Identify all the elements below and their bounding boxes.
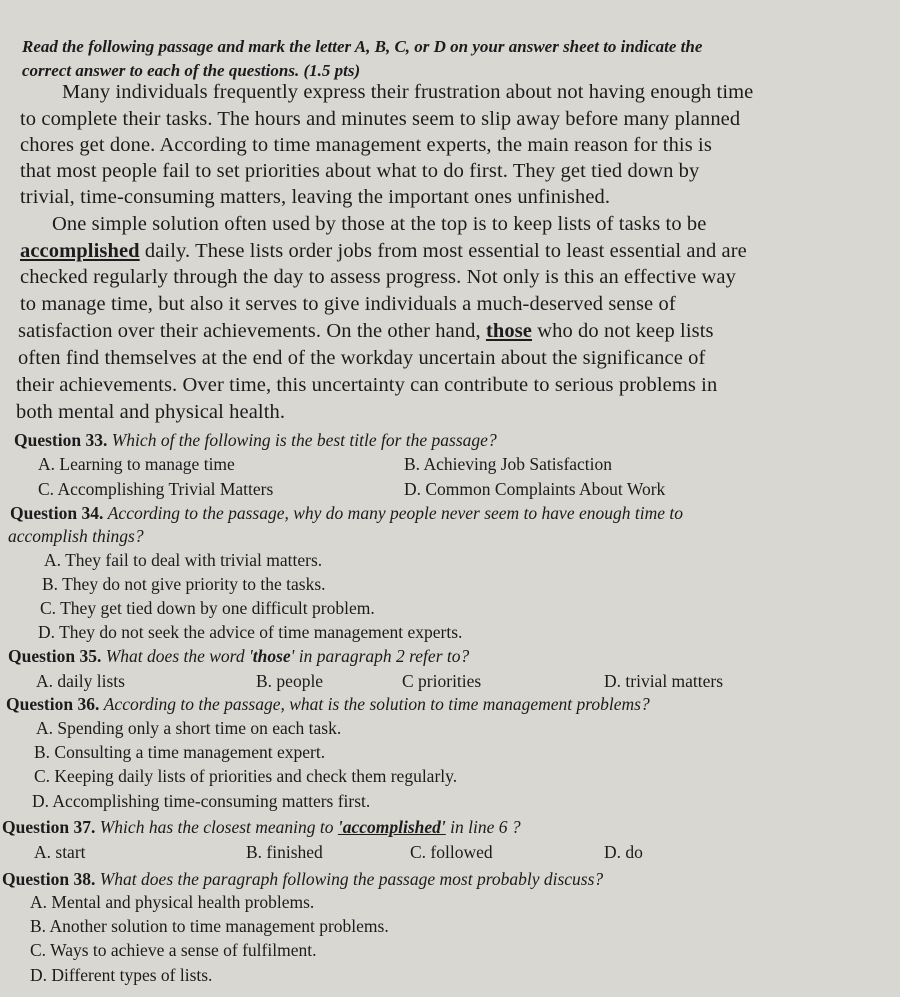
question-37: Question 37. Which has the closest meaning to 'accomplished' in line 6 ? — [2, 817, 521, 837]
passage-p2-line-3: checked regularly through the day to assess progress. Not only is this an effective way — [20, 266, 736, 288]
q38-option-d[interactable]: D. Different types of lists. — [30, 965, 213, 985]
instructions-line-1: Read the following passage and mark the letter A, B, C, or D on your answer sheet to indicate the — [22, 37, 703, 56]
q36-option-a[interactable]: A. Spending only a short time on each task. — [36, 718, 342, 738]
passage-p1-line-3: chores get done. According to time management experts, the main reason for this is — [20, 134, 712, 156]
q38-option-c[interactable]: C. Ways to achieve a sense of fulfilment. — [30, 940, 317, 960]
q37-option-b[interactable]: B. finished — [246, 842, 323, 862]
underlined-word-those: those — [485, 320, 532, 342]
passage-p2-line-5: satisfaction over their achievements. On the other hand, those who do not keep lists — [18, 320, 714, 342]
q34-option-d[interactable]: D. They do not seek the advice of time management experts. — [38, 622, 463, 642]
q34-option-a[interactable]: A. They fail to deal with trivial matters. — [44, 550, 323, 570]
passage-p2-line-7: their achievements. Over time, this uncertainty can contribute to serious problems in — [16, 374, 718, 396]
q36-option-b[interactable]: B. Consulting a time management expert. — [34, 742, 326, 762]
passage-p1-line-5: trivial, time-consuming matters, leaving the important ones unfinished. — [20, 186, 611, 208]
passage-p1-line-1: Many individuals frequently express their frustration about not having enough time — [62, 81, 754, 103]
q35-option-a[interactable]: A. daily lists — [36, 671, 125, 691]
passage-p2-line-4: to manage time, but also it serves to give individuals a much-deserved sense of — [20, 293, 676, 315]
q33-option-b[interactable]: B. Achieving Job Satisfaction — [404, 454, 613, 474]
question-34: Question 34. According to the passage, why do many people never seem to have enough time to — [10, 503, 683, 523]
question-36: Question 36. According to the passage, what is the solution to time management problems? — [6, 694, 650, 714]
q34-option-b[interactable]: B. They do not give priority to the tasks. — [42, 574, 326, 594]
question-33-options-2 — [0, 479, 900, 503]
question-35-options — [0, 671, 900, 695]
q36-option-c[interactable]: C. Keeping daily lists of priorities and check them regularly. — [34, 766, 458, 786]
q35-option-c[interactable]: C priorities — [402, 671, 482, 691]
q34-option-c[interactable]: C. They get tied down by one difficult problem. — [40, 598, 375, 618]
question-34-cont: accomplish things? — [8, 526, 144, 546]
question-38: Question 38. What does the paragraph following the passage most probably discuss? — [2, 869, 604, 889]
passage-p2-line-1: One simple solution often used by those at the top is to keep lists of tasks to be — [52, 213, 707, 235]
question-35: Question 35. What does the word 'those' in paragraph 2 refer to? — [8, 646, 470, 666]
passage-p2-line-8: both mental and physical health. — [16, 401, 286, 423]
question-33: Question 33. Which of the following is the best title for the passage? — [14, 430, 497, 450]
instructions-line-2: correct answer to each of the questions. (1.5 pts) — [22, 61, 361, 80]
underlined-word-accomplished: accomplished — [20, 240, 140, 262]
q36-option-d[interactable]: D. Accomplishing time-consuming matters first. — [32, 791, 371, 811]
q38-option-a[interactable]: A. Mental and physical health problems. — [30, 892, 315, 912]
q35-option-d[interactable]: D. trivial matters — [604, 671, 724, 691]
q37-option-a[interactable]: A. start — [34, 842, 86, 862]
passage-p2-line-2: accomplished daily. These lists order jobs from most essential to least essential and are — [20, 240, 747, 262]
q37-option-c[interactable]: C. followed — [410, 842, 493, 862]
q38-option-b[interactable]: B. Another solution to time management problems. — [30, 916, 389, 936]
q33-option-a[interactable]: A. Learning to manage time — [38, 454, 235, 474]
q33-option-d[interactable]: D. Common Complaints About Work — [404, 479, 666, 499]
q35-option-b[interactable]: B. people — [256, 671, 324, 691]
q37-option-d[interactable]: D. do — [604, 842, 643, 862]
passage-p1-line-4: that most people fail to set priorities about what to do first. They get tied down by — [20, 160, 700, 182]
passage-p1-line-2: to complete their tasks. The hours and minutes seem to slip away before many planned — [20, 108, 741, 130]
question-33-options — [0, 454, 900, 478]
question-37-options — [0, 842, 900, 866]
passage-p2-line-6: often find themselves at the end of the workday uncertain about the significance of — [18, 347, 706, 369]
q33-option-c[interactable]: C. Accomplishing Trivial Matters — [38, 479, 274, 499]
